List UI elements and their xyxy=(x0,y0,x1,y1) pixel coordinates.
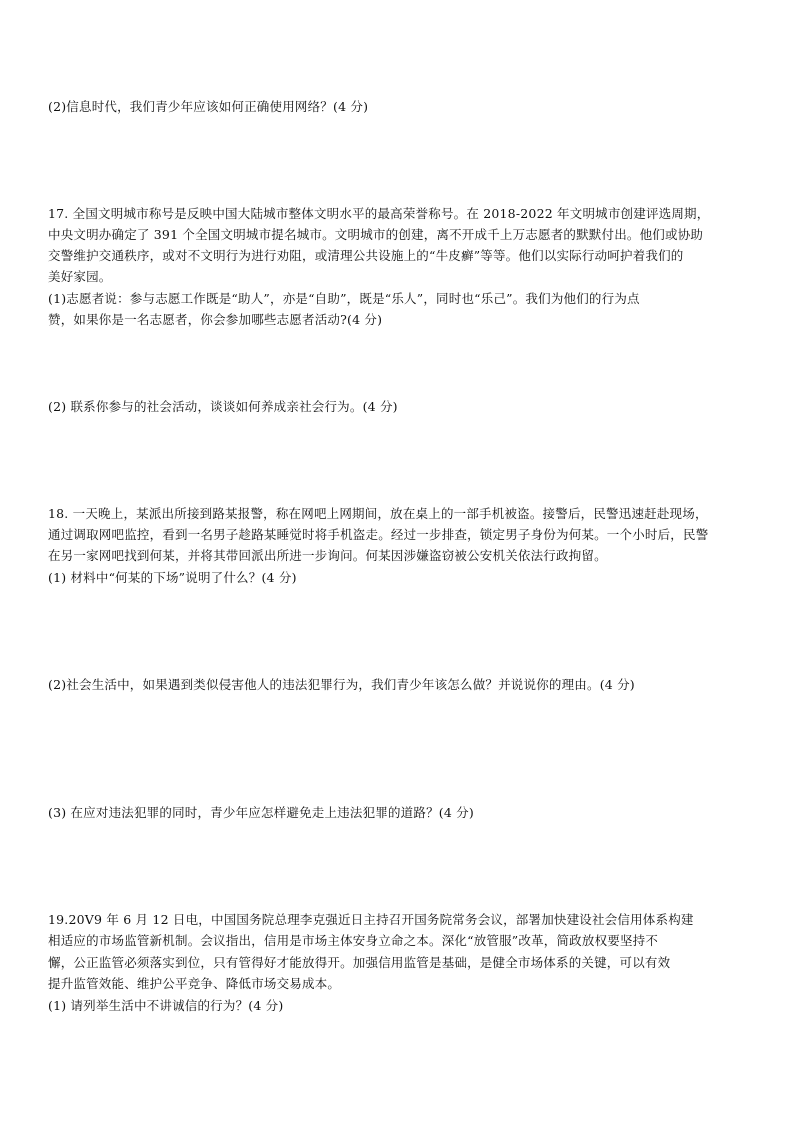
q18-part2-question: (2)社会生活中，如果遇到类似侵害他人的违法犯罪行为，我们青少年该怎么做？并说说你的理由。(4 分) xyxy=(48,677,635,692)
q18-material-line: 通过调取网吧监控，看到一名男子趁路某睡觉时将手机盗走。经过一步排查，锁定男子身份为何某。一个小时后，民警 xyxy=(48,527,709,542)
q18-part3-question: (3) 在应对违法犯罪的同时，青少年应怎样避免走上违法犯罪的道路？(4 分) xyxy=(48,805,474,820)
q17-material-line: 交警维护交通秩序，或对不文明行为进行劝阻，或清理公共设施上的“牛皮癣”等等。他们以实际行动呵护着我们的 xyxy=(48,248,684,263)
q17-material-line: 中央文明办确定了 391 个全国文明城市提名城市。文明城市的创建，离不开成千上万志愿者的默默付出。他们或协助 xyxy=(48,227,704,242)
q19-material-line: 提升监管效能、维护公平竞争、降低市场交易成本。 xyxy=(48,976,341,991)
q19-material-line: 19.20V9 年 6 月 12 日电，中国国务院总理李克强近日主持召开国务院常务会议，部署加快建设社会信用体系构建 xyxy=(48,912,694,927)
q19-part1-question: (1) 请列举生活中不讲诚信的行为？(4 分) xyxy=(48,998,284,1013)
q16-part2-question: (2)信息时代，我们青少年应该如何正确使用网络？(4 分) xyxy=(48,99,369,114)
q17-part1-line: (1)志愿者说：参与志愿工作既是“助人”，亦是“自助”，既是“乐人”，同时也“乐己”。我们为他们的行为点 xyxy=(48,291,640,306)
q17-part1-line: 赞，如果你是一名志愿者，你会参加哪些志愿者活动?(4 分) xyxy=(48,312,383,327)
q19-material-line: 相适应的市场监管新机制。会议指出，信用是市场主体安身立命之本。深化“放管服”改革，简政放权要坚持不 xyxy=(48,933,659,948)
q17-material-line: 美好家园。 xyxy=(48,269,112,284)
q17-material-line: 17. 全国文明城市称号是反映中国大陆城市整体文明水平的最高荣誉称号。在 2018-2022 年文明城市创建评选周期， xyxy=(48,206,710,221)
q18-material-line: 18. 一天晚上，某派出所接到路某报警，称在网吧上网期间，放在桌上的一部手机被盗。接警后，民警迅速赶赴现场， xyxy=(48,506,708,521)
q18-material-line: 在另一家网吧找到何某，并将其带回派出所进一步询问。何某因涉嫌盗窃被公安机关依法行政拘留。 xyxy=(48,548,607,563)
q17-part2-question: (2) 联系你参与的社会活动，谈谈如何养成亲社会行为。(4 分) xyxy=(48,399,398,414)
q19-material-line: 懈，公正监管必须落实到位，只有管得好才能放得开。加强信用监管是基础，是健全市场体系的关键，可以有效 xyxy=(48,955,671,970)
q18-part1-question: (1) 材料中“何某的下场”说明了什么？(4 分) xyxy=(48,570,297,585)
